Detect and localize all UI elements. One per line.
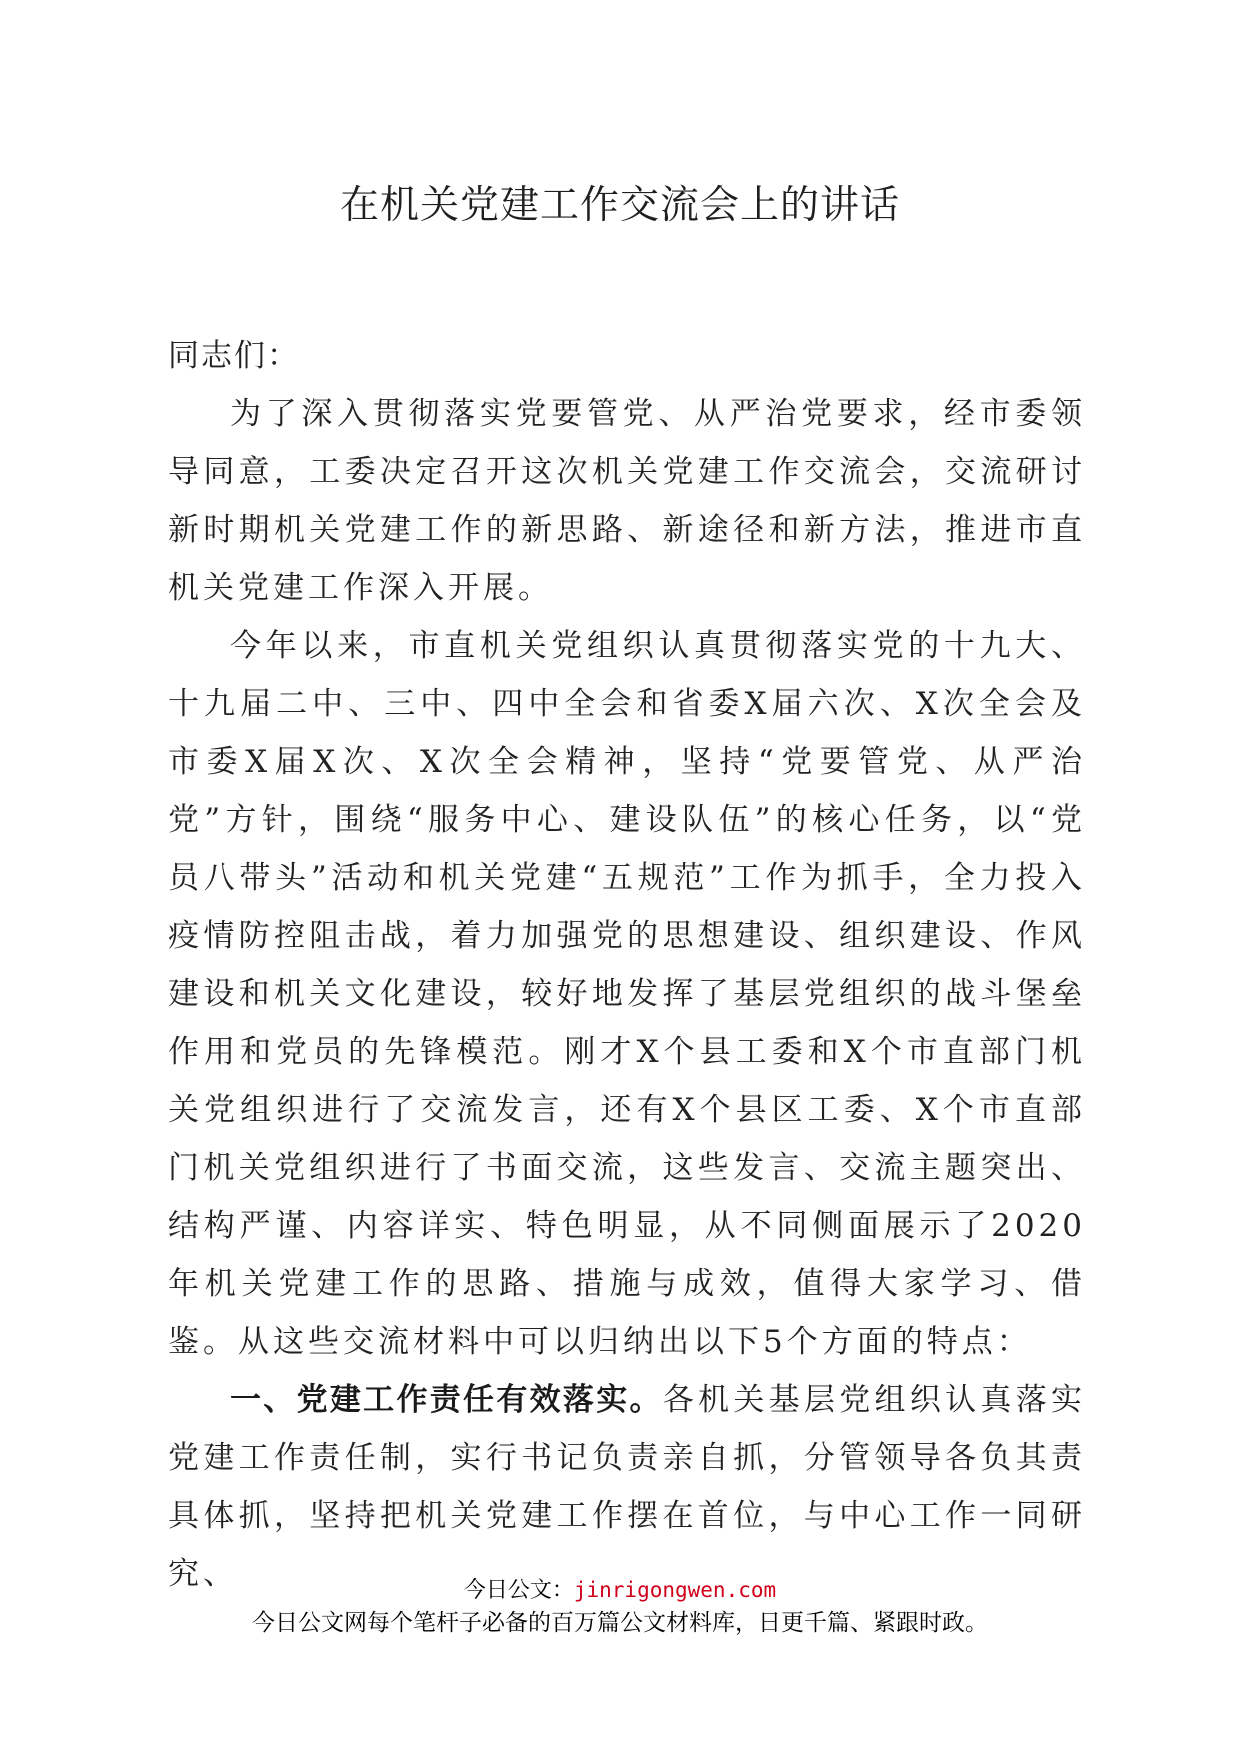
footer-site: [0, 1575, 1240, 1606]
document-body: [168, 327, 1086, 1603]
section-1-paragraph: [168, 1371, 1086, 1603]
footer-slogan: 今日公文网每个笔杆子必备的百万篇公文材料库，日更千篇、紧跟时政。: [252, 1610, 988, 1636]
section-1-text: 各机关基层党组织认真落实党建工作责任制，实行书记负责亲自抓，分管领导各负其责具体抓，坚持把机关党建工作摆在首位，与中心工作一同研究、: [168, 1382, 1087, 1592]
salutation: 同志们：: [168, 338, 300, 374]
section-1-heading: 一、党建工作责任有效落实。: [230, 1382, 663, 1418]
paragraph-summary: 今年以来，市直机关党组织认真贯彻落实党的十九大、十九届二中、三中、四中全会和省委X届六次、X次全会及市委X届X次、X次全会精神，坚持“党要管党、从严治党”方针，围绕“服务中心、建设队伍”的核心任务，以“党员八带头”活动和机关党建“五规范”工作为抓手，全力投入疫情防控阻击战，着力加强党的思想建设、组织建设、作风建设和机关文化建设，较好地发挥了基层党组织的战斗堡垒作用和党员的先锋模范。刚才X个县工委和X个市直部门机关党组织进行了交流发言，还有X个县区工委、X个市直部门机关党组织进行了书面交流，这些发言、交流主题突出、结构严谨、内容详实、特色明显，从不同侧面展示了2020年机关党建工作的思路、措施与成效，值得大家学习、借鉴。从这些交流材料中可以归纳出以下5个方面的特点：: [168, 628, 1086, 1360]
document-title: 在机关党建工作交流会上的讲话: [339, 183, 900, 228]
footer-site-link[interactable]: jinrigongwen.com: [573, 1578, 777, 1602]
footer-site-label: 今日公文：: [463, 1578, 574, 1603]
paragraph-intro: 为了深入贯彻落实党要管党、从严治党要求，经市委领导同意，工委决定召开这次机关党建工作交流会，交流研讨新时期机关党建工作的新思路、新途径和新方法，推进市直机关党建工作深入开展。: [168, 396, 1086, 606]
